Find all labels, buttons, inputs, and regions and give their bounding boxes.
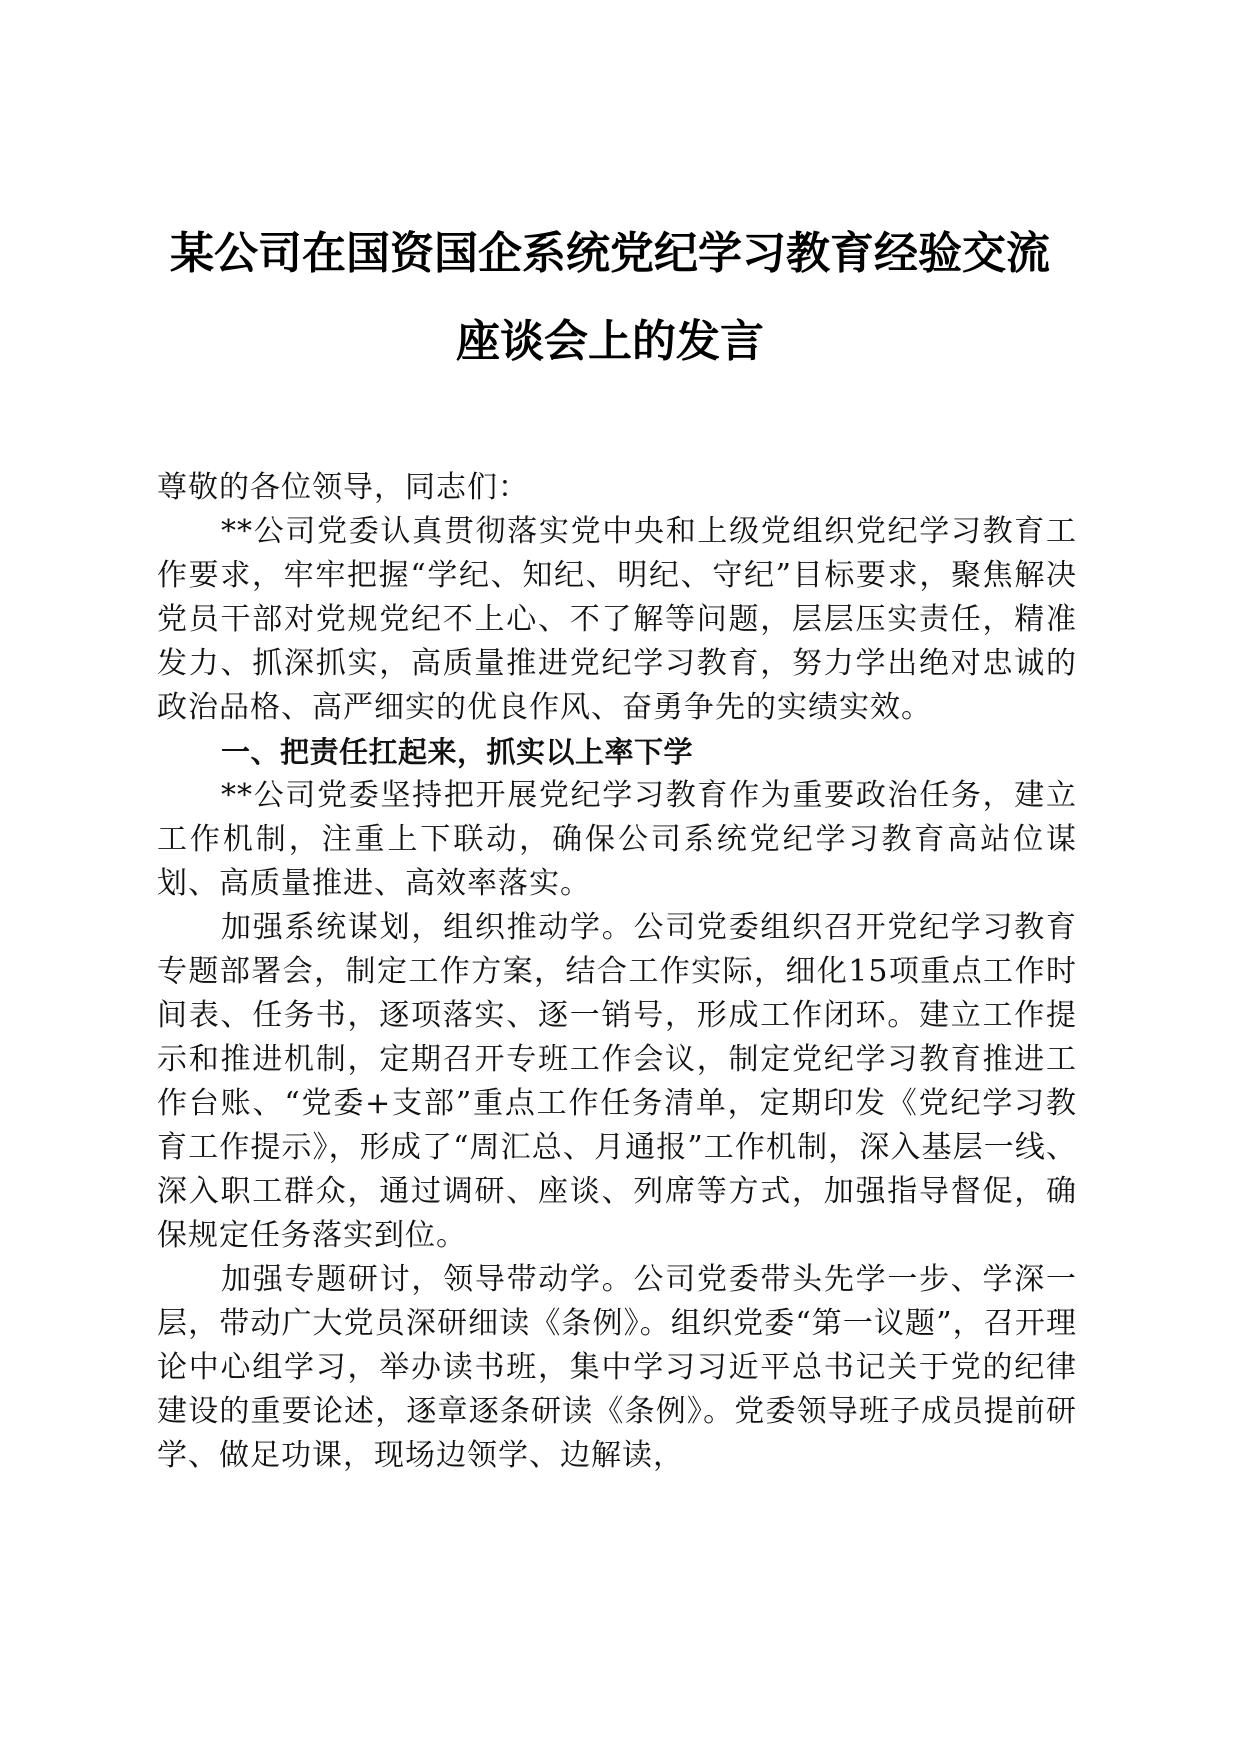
document-body xyxy=(157,466,1077,1478)
section-1-paragraph-3: 加强专题研讨，领导带动学。公司党委带头先学一步、学深一层，带动广大党员深研细读《条例》。组织党委“第一议题”，召开理论中心组学习，举办读书班，集中学习习近平总书记关于党的纪律建设的重要论述，逐章逐条研读《条例》。党委领导班子成员提前研学、做足功课，现场边领学、边解读， xyxy=(157,1262,1077,1473)
section-1-paragraph-1: **公司党委坚持把开展党纪学习教育作为重要政治任务，建立工作机制，注重上下联动，确保公司系统党纪学习教育高站位谋划、高质量推进、高效率落实。 xyxy=(157,778,1077,901)
title-line-1: 某公司在国资国企系统党纪学习教育经验交流 xyxy=(170,228,1050,279)
intro-paragraph: **公司党委认真贯彻落实党中央和上级党组织党纪学习教育工作要求，牢牢把握“学纪、知纪、明纪、守纪”目标要求，聚焦解决党员干部对党规党纪不上心、不了解等问题，层层压实责任，精准发力、抓深抓实，高质量推进党纪学习教育，努力学出绝对忠诚的政治品格、高严细实的优良作风、奋勇争先的实绩实效。 xyxy=(157,514,1077,725)
document-title xyxy=(150,210,1070,386)
section-1-heading: 一、把责任扛起来，抓实以上率下学 xyxy=(221,735,694,769)
title-line-2: 座谈会上的发言 xyxy=(456,316,764,367)
salutation: 尊敬的各位领导，同志们： xyxy=(157,470,529,505)
section-1-paragraph-2: 加强系统谋划，组织推动学。公司党委组织召开党纪学习教育专题部署会，制定工作方案，结合工作实际，细化15项重点工作时间表、任务书，逐项落实、逐一销号，形成工作闭环。建立工作提示和推进机制，定期召开专班工作会议，制定党纪学习教育推进工作台账、“党委+支部”重点工作任务清单，定期印发《党纪学习教育工作提示》，形成了“周汇总、月通报”工作机制，深入基层一线、深入职工群众，通过调研、座谈、列席等方式，加强指导督促，确保规定任务落实到位。 xyxy=(157,910,1077,1253)
